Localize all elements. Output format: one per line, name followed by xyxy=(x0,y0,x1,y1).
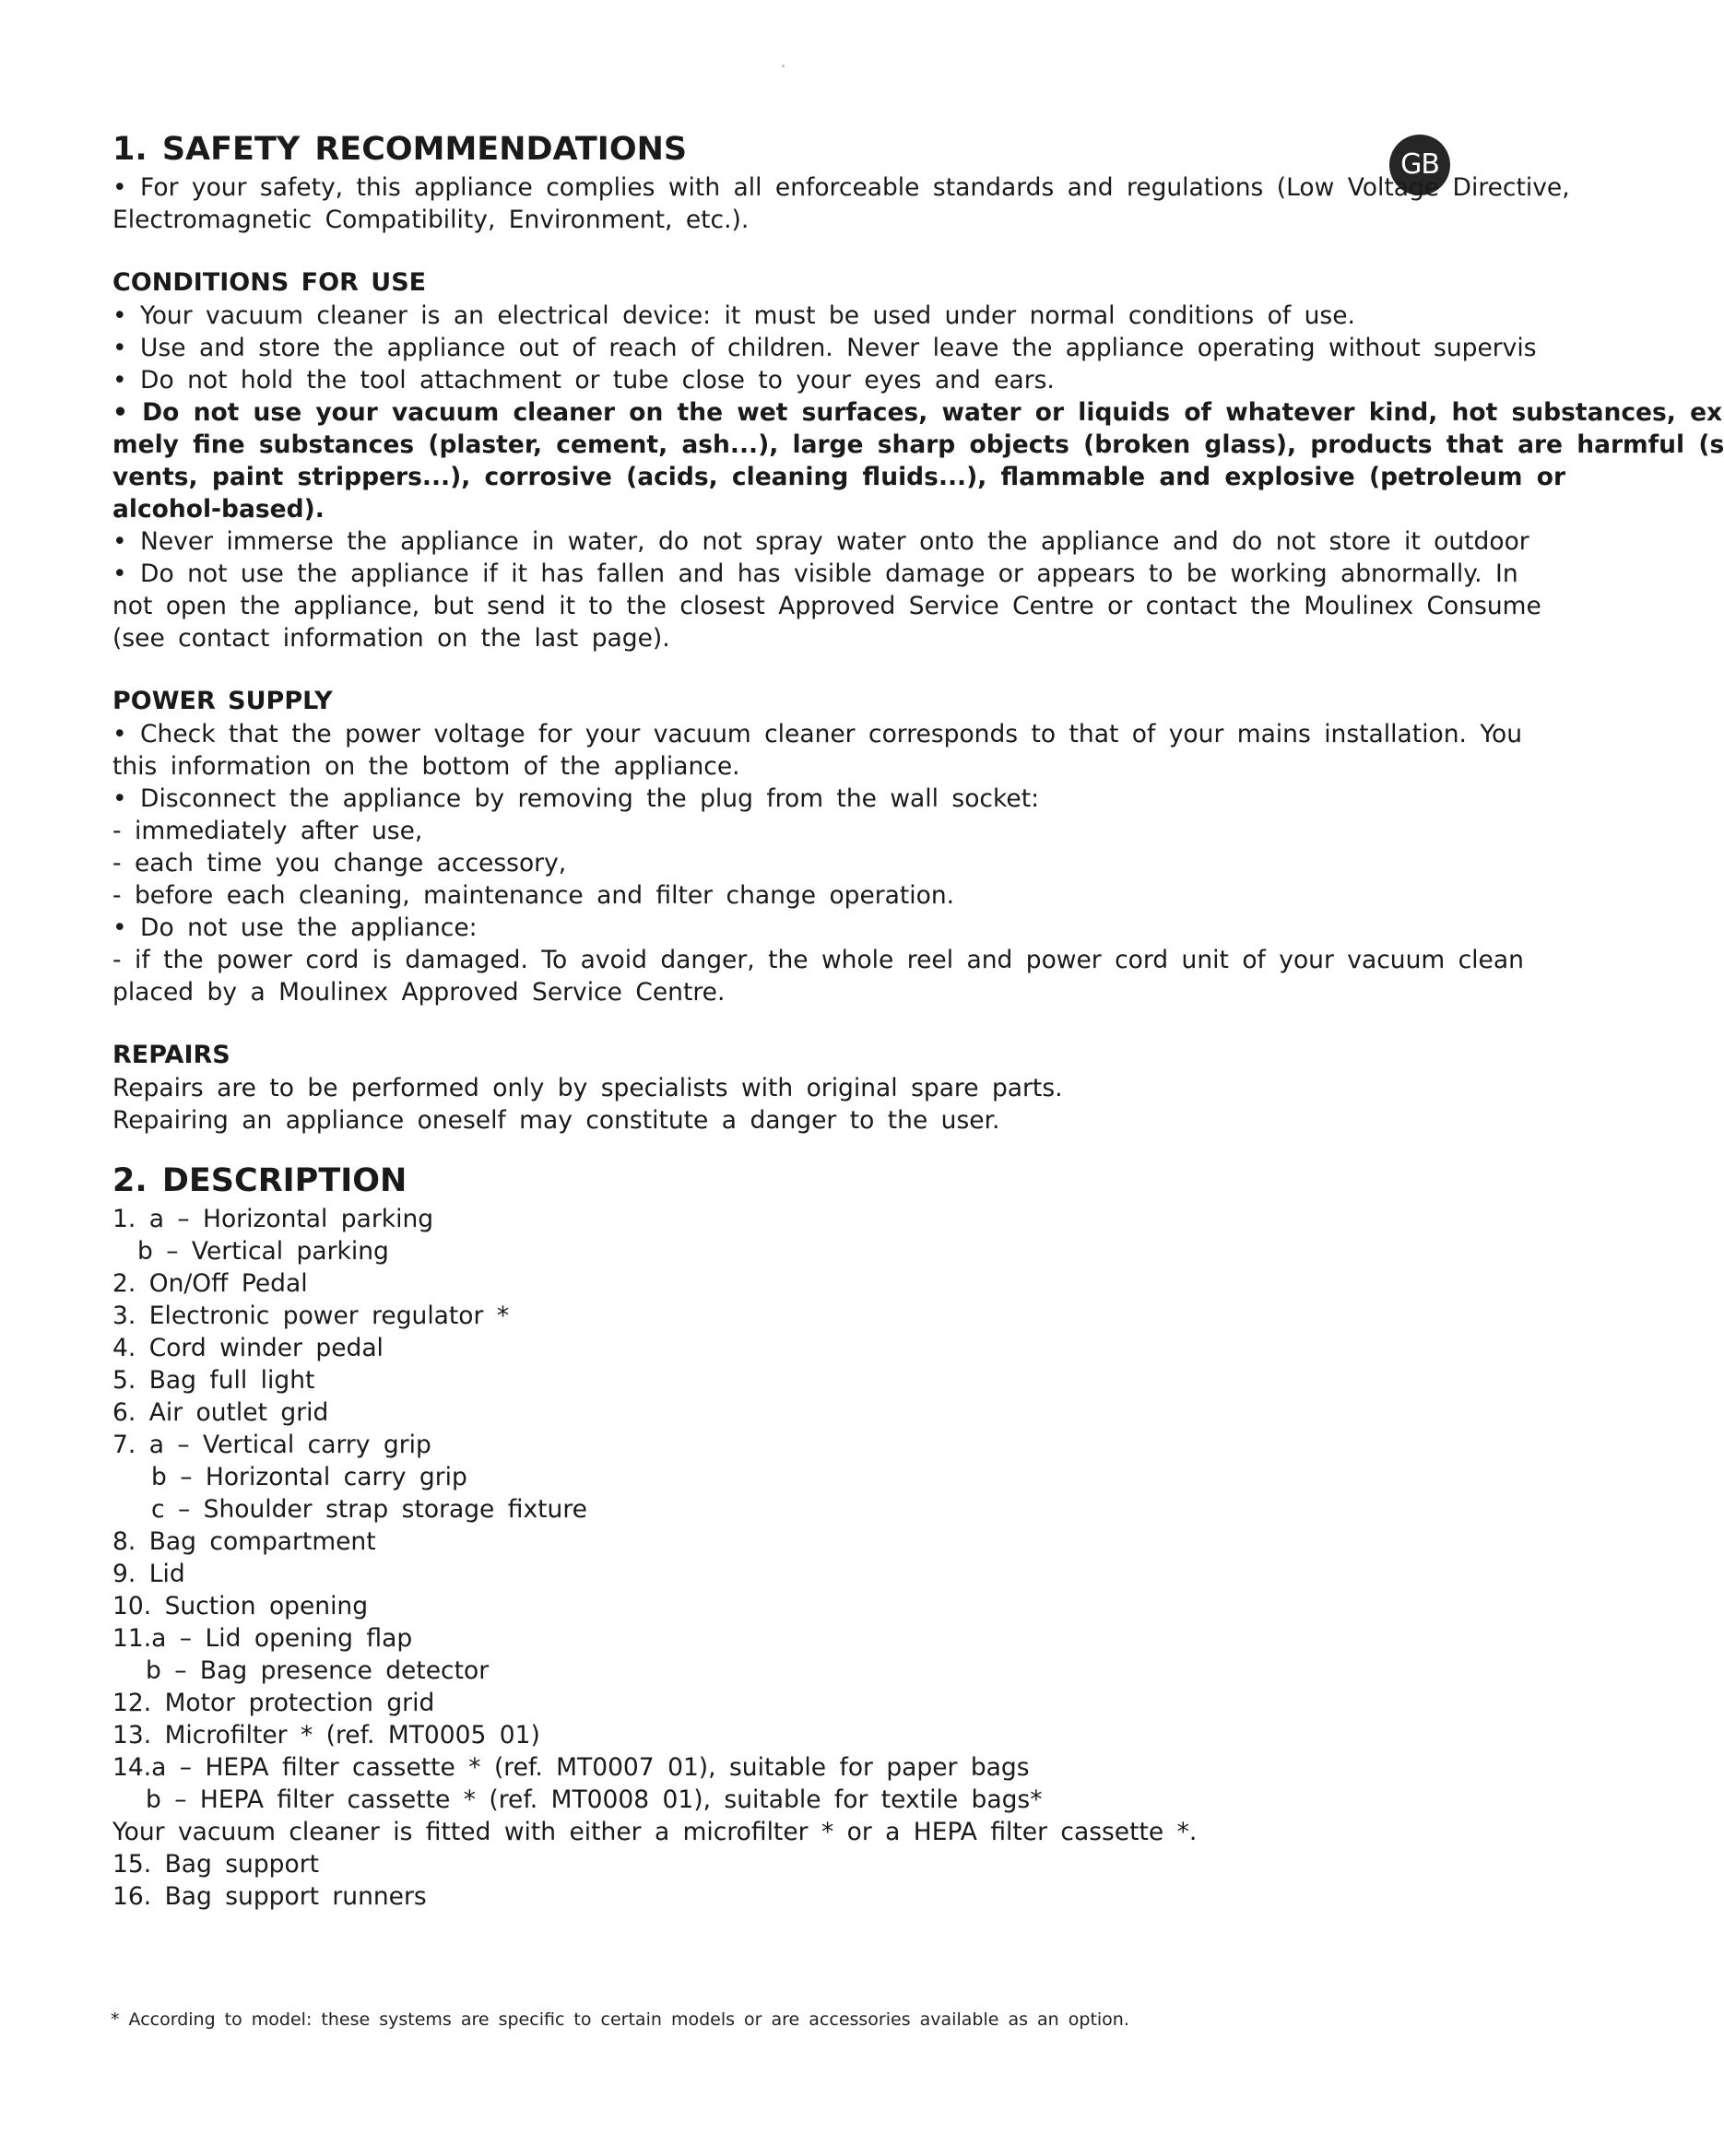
conditions-line: not open the appliance, but send it to the closest Approved Service Centre or contact the Moulinex Consume xyxy=(112,592,1541,620)
description-item: c – Shoulder strap storage fixture xyxy=(151,1495,587,1524)
document-body xyxy=(112,127,1724,1913)
conditions-line: • Your vacuum cleaner is an electrical device: it must be used under normal conditions of use. xyxy=(112,301,1355,330)
conditions-line: • Use and store the appliance out of reach of children. Never leave the appliance operating without supervis xyxy=(112,334,1537,362)
power-line: placed by a Moulinex Approved Service Centre. xyxy=(112,978,726,1007)
repairs-line: Repairs are to be performed only by specialists with original spare parts. xyxy=(112,1074,1063,1102)
power-line: - each time you change accessory, xyxy=(112,849,567,878)
intro-line: Electromagnetic Compatibility, Environment, etc.). xyxy=(112,206,750,234)
description-item: 16. Bag support runners xyxy=(112,1882,427,1911)
power-line: this information on the bottom of the appliance. xyxy=(112,752,740,781)
heading-repairs: REPAIRS xyxy=(112,1041,230,1069)
conditions-warning-line: • Do not use your vacuum cleaner on the wet surfaces, water or liquids of whatever kind, hot substances, ex xyxy=(112,398,1723,427)
repairs-line: Repairing an appliance oneself may constitute a danger to the user. xyxy=(112,1106,1000,1135)
section-title-description: 2. DESCRIPTION xyxy=(112,1162,407,1199)
language-badge: GB xyxy=(1389,135,1450,195)
description-note: Your vacuum cleaner is fitted with either a microfilter * or a HEPA filter cassette *. xyxy=(112,1818,1198,1846)
conditions-warning-line: alcohol-based). xyxy=(112,495,325,524)
section-title-safety: 1. SAFETY RECOMMENDATIONS xyxy=(112,131,688,168)
description-item: b – Horizontal carry grip xyxy=(151,1463,467,1491)
description-item: b – Vertical parking xyxy=(137,1237,389,1266)
description-item: 12. Motor protection grid xyxy=(112,1689,435,1717)
conditions-line: • Do not use the appliance if it has fallen and has visible damage or appears to be working abnormally. In xyxy=(112,560,1518,588)
description-item: 3. Electronic power regulator * xyxy=(112,1302,510,1330)
description-item: 5. Bag full light xyxy=(112,1366,315,1395)
conditions-warning-line: vents, paint strippers...), corrosive (acids, cleaning fluids...), flammable and explosive (petroleum or xyxy=(112,463,1566,491)
description-item: 11.a – Lid opening flap xyxy=(112,1624,413,1653)
heading-power-supply: POWER SUPPLY xyxy=(112,687,333,715)
power-line: - if the power cord is damaged. To avoid danger, the whole reel and power cord unit of your vacuum clean xyxy=(112,946,1524,974)
description-item: b – HEPA filter cassette * (ref. MT0008 01), suitable for textile bags* xyxy=(146,1785,1043,1814)
scan-speck xyxy=(782,65,785,67)
intro-line: • For your safety, this appliance complies with all enforceable standards and regulations (Low Voltage Directive, xyxy=(112,173,1570,202)
description-item: 9. Lid xyxy=(112,1560,185,1588)
heading-conditions-for-use: CONDITIONS FOR USE xyxy=(112,268,427,297)
description-item: 4. Cord winder pedal xyxy=(112,1334,384,1362)
description-item: 7. a – Vertical carry grip xyxy=(112,1431,431,1459)
footnote: * According to model: these systems are specific to certain models or are accessories available as an option. xyxy=(111,2009,1129,2030)
conditions-line: • Never immerse the appliance in water, do not spray water onto the appliance and do not store it outdoor xyxy=(112,527,1529,556)
description-item: 6. Air outlet grid xyxy=(112,1398,329,1427)
power-line: - immediately after use, xyxy=(112,817,423,845)
description-item: b – Bag presence detector xyxy=(146,1656,490,1685)
power-line: • Do not use the appliance: xyxy=(112,913,478,942)
description-item: 13. Microfilter * (ref. MT0005 01) xyxy=(112,1721,540,1750)
conditions-warning-line: mely fine substances (plaster, cement, ash...), large sharp objects (broken glass), products that are harmful (s xyxy=(112,430,1724,459)
description-item: 15. Bag support xyxy=(112,1850,319,1879)
description-item: 14.a – HEPA filter cassette * (ref. MT0007 01), suitable for paper bags xyxy=(112,1753,1030,1782)
description-item: 8. Bag compartment xyxy=(112,1527,376,1556)
power-line: - before each cleaning, maintenance and filter change operation. xyxy=(112,881,955,910)
conditions-line: • Do not hold the tool attachment or tube close to your eyes and ears. xyxy=(112,366,1055,395)
description-item: 1. a – Horizontal parking xyxy=(112,1205,434,1233)
description-item: 10. Suction opening xyxy=(112,1592,369,1620)
power-line: • Disconnect the appliance by removing the plug from the wall socket: xyxy=(112,784,1040,813)
power-line: • Check that the power voltage for your vacuum cleaner corresponds to that of your mains installation. You xyxy=(112,720,1523,748)
description-item: 2. On/Off Pedal xyxy=(112,1269,308,1298)
conditions-line: (see contact information on the last page). xyxy=(112,624,670,653)
